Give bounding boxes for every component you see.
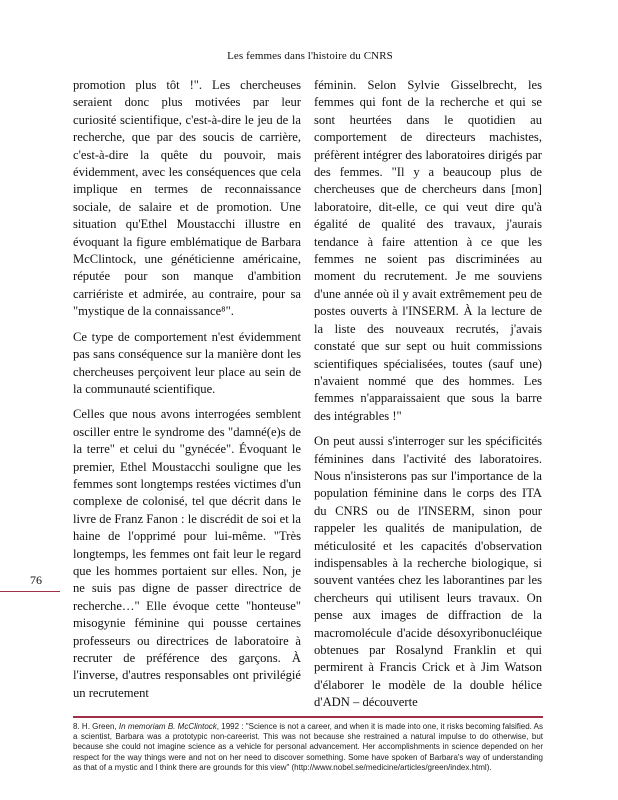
footnote-divider bbox=[73, 716, 543, 718]
paragraph: Celles que nous avons interrogées semblent osciller entre le syndrome des "damné(e)s de la terre" et celui du "gynécée". Évoquant le premier, Ethel Moustacchi souligne que les femmes sont longtemps restées victimes d'un complexe de colonisé, tel que décrit dans le livre de Franz Fanon : le discrédit de soi et la haine de l'opprimé pour lui-même. "Très longtemps, les femmes ont fait leur le regard que les hommes portaient sur elles. Non, je ne suis pas digne de passer directrice de recherche…" Elle évoque cette "honteuse" misogynie féminine qui pousse certaines professeurs ou directrices de laboratoire à recruter de préférence des garçons. À l'inverse, d'autres responsables ont privilégié un recrutement bbox=[73, 407, 301, 700]
paragraph: Ce type de comportement n'est évidemment pas sans conséquence sur la manière dont les chercheuses perçoivent leur place au sein de la communauté scientifique. bbox=[73, 329, 301, 396]
paragraph: promotion plus tôt !". Les chercheuses seraient donc plus motivées par leur curiosité scientifique, c'est-à-dire le jeu de la recherche, que par des soucis de carrière, c'est-à-dire la quête du pouvoir, mais évidemment, avec les conséquences que cela implique en termes de reconnaissance sociale, de salaire et de promotion. Une situation qu'Ethel Moustacchi illustre en évoquant la figure emblématique de Barbara McClintock, une généticienne américaine, réputée pour son manque d'ambition carriériste et admirée, au contraire, pour sa "mystique de la connaissance⁸". bbox=[73, 78, 301, 319]
left-column bbox=[73, 77, 301, 710]
running-header: Les femmes dans l'histoire du CNRS bbox=[227, 50, 393, 62]
paragraph: féminin. Selon Sylvie Gisselbrecht, les femmes qui font de la recherche et qui se sont heurtées dans le quotidien au comportement de directeurs machistes, préfèrent intégrer des laboratoires dirigés par des femmes. "Il y a beaucoup plus de chercheuses que de chercheurs dans [mon] laboratoire, dit-elle, ce qui veut dire qu'à égalité de qualité des travaux, j'aurais tendance à faire attention à ce que les femmes ne soient pas discriminées au moment du recrutement. Je me souviens d'une année où il y avait extrêmement peu de postes ouverts à l'INSERM. À la lecture de la liste des nouveaux recrutés, j'avais constaté que sur sept ou huit commissions scientifiques spécialisées, toutes (sauf une) n'avaient nommé que des hommes. Les femmes n'apparaissaient que sous la barre des intégrables !" bbox=[314, 78, 542, 423]
margin-rule bbox=[0, 591, 60, 592]
footnote-text: , 1992 : "Science is not a career, and when it is made into one, it risks becoming falsified. As a scientist, Barbara was a prototypic non-careerist. This was not because she restrained a natural impulse to do otherwise, but because she could not imagine science as a vehicle for personal advancement. Her accomplishments in science depended on her respect for the way things were and not on her need to discover something. Some have spoken of Barbara's way of understanding as that of a mystic and I think there are grounds for this view" (http://www.nobel.se/medicine/articles/green/index.html). bbox=[73, 722, 544, 772]
footnote bbox=[73, 722, 543, 773]
paragraph: On peut aussi s'interroger sur les spécificités féminines dans l'activité des laboratoires. Nous n'insisterons pas sur l'importance de la population féminine dans le corps des ITA du CNRS ou de l'INSERM, sinon pour rappeler les qualités de manipulation, de méticulosité et les capacités d'observation indispensables à la recherche biologique, si souvent vantées chez les laborantines par les chercheurs qui utilisent leurs travaux. On pense aux images de diffraction de la macromolécule d'acide désoxyribonucléique obtenues par Rosalynd Franklin et qui permirent à Francis Crick et à Jim Watson d'élaborer le modèle de la double hélice d'ADN – découverte bbox=[314, 434, 542, 710]
page-number: 76 bbox=[30, 573, 42, 587]
right-column bbox=[314, 77, 542, 720]
footnote-title: In memoriam B. McClintock bbox=[118, 722, 217, 731]
footnote-marker: 8. H. Green, bbox=[73, 722, 119, 731]
